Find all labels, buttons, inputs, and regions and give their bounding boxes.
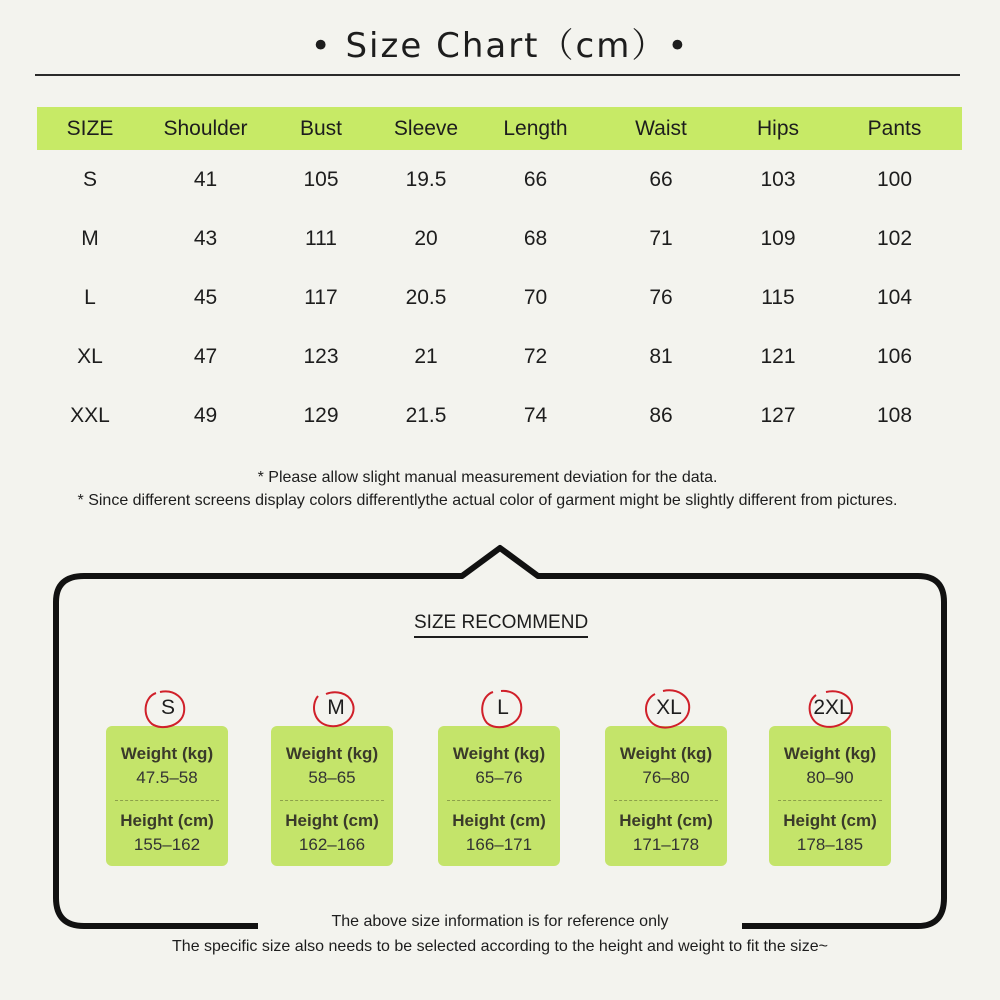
table-cell: 127 <box>760 403 796 427</box>
weight-label: Weight (kg) <box>120 744 214 763</box>
table-cell: 71 <box>649 226 673 250</box>
height-label: Height (cm) <box>285 811 379 830</box>
size-recommend-title: SIZE RECOMMEND <box>414 612 588 638</box>
height-value: 166–171 <box>465 835 533 854</box>
size-card-2xl <box>769 726 891 866</box>
color-note: * Since different screens display colors differentlythe actual color of garment might be slightly different from pictures. <box>77 492 898 509</box>
table-cell: 20 <box>414 226 438 250</box>
height-label: Height (cm) <box>120 811 214 830</box>
height-value: 171–178 <box>632 835 700 854</box>
table-cell: 102 <box>876 226 913 250</box>
table-cell: 66 <box>649 167 673 191</box>
weight-label: Weight (kg) <box>619 744 713 763</box>
card-divider <box>614 800 718 801</box>
table-cell: 70 <box>523 285 548 309</box>
weight-label: Weight (kg) <box>783 744 877 763</box>
weight-value: 76–80 <box>642 768 690 787</box>
height-label: Height (cm) <box>783 811 877 830</box>
size-card-m <box>271 726 393 866</box>
card-divider <box>778 800 882 801</box>
table-cell: L <box>84 285 96 309</box>
height-value: 155–162 <box>133 835 201 854</box>
table-header: Pants <box>827 107 962 150</box>
table-cell: 43 <box>193 226 218 250</box>
size-badge-s <box>128 684 208 734</box>
table-cell: 121 <box>760 344 796 368</box>
size-badge-label: 2XL <box>813 696 851 719</box>
height-label: Height (cm) <box>452 811 546 830</box>
table-cell: 47 <box>193 344 218 368</box>
weight-value: 65–76 <box>475 768 523 787</box>
weight-value: 47.5–58 <box>136 768 198 787</box>
size-card-l <box>438 726 560 866</box>
table-cell: 103 <box>760 167 796 191</box>
table-cell: 129 <box>303 403 339 427</box>
table-header: Waist <box>593 107 729 150</box>
table-cell: XXL <box>70 403 110 427</box>
size-badge-label: XL <box>656 696 682 719</box>
card-divider <box>447 800 551 801</box>
table-header: Hips <box>729 107 827 150</box>
table-cell: 123 <box>303 344 339 368</box>
table-cell: 105 <box>303 167 339 191</box>
weight-label: Weight (kg) <box>285 744 379 763</box>
card-divider <box>115 800 219 801</box>
table-cell: XL <box>77 344 103 368</box>
table-cell: 106 <box>876 344 913 368</box>
table-cell: 76 <box>649 285 673 309</box>
table-cell: 45 <box>193 285 218 309</box>
card-divider <box>280 800 384 801</box>
table-cell: M <box>81 226 99 250</box>
table-cell: 74 <box>523 403 548 427</box>
weight-value: 80–90 <box>806 768 854 787</box>
table-header: SIZE <box>37 107 143 150</box>
table-cell: 86 <box>649 403 673 427</box>
size-badge-m <box>296 684 376 734</box>
table-cell: 21 <box>414 344 438 368</box>
size-badge-label: L <box>497 696 509 719</box>
table-cell: 81 <box>649 344 673 368</box>
size-badge-label: M <box>327 696 345 719</box>
table-header: Sleeve <box>374 107 478 150</box>
table-cell: 72 <box>523 344 548 368</box>
table-cell: 111 <box>305 226 337 250</box>
reference-note: The above size information is for reference only <box>331 913 669 930</box>
table-header: Shoulder <box>143 107 268 150</box>
measurement-note: * Please allow slight manual measurement deviation for the data. <box>257 469 718 486</box>
table-cell: 108 <box>876 403 913 427</box>
weight-value: 58–65 <box>308 768 356 787</box>
size-badge-label: S <box>160 696 175 719</box>
height-value: 162–166 <box>298 835 366 854</box>
table-cell: S <box>82 167 97 191</box>
table-cell: 109 <box>760 226 796 250</box>
table-cell: 41 <box>193 167 218 191</box>
table-header: Bust <box>268 107 374 150</box>
fit-note: The specific size also needs to be selected according to the height and weight to fit the size~ <box>172 938 828 955</box>
size-card-xl <box>605 726 727 866</box>
table-cell: 21.5 <box>405 403 447 427</box>
size-badge-2xl <box>792 684 872 734</box>
height-label: Height (cm) <box>619 811 713 830</box>
table-cell: 68 <box>523 226 548 250</box>
table-cell: 115 <box>761 285 795 309</box>
table-cell: 19.5 <box>405 167 447 191</box>
table-cell: 117 <box>304 285 338 309</box>
table-cell: 20.5 <box>405 285 447 309</box>
table-cell: 49 <box>193 403 218 427</box>
table-header: Length <box>478 107 593 150</box>
page-title: • Size Chart（cm）• <box>310 26 690 66</box>
size-badge-xl <box>629 684 709 734</box>
weight-label: Weight (kg) <box>452 744 546 763</box>
size-card-s <box>106 726 228 866</box>
table-cell: 100 <box>876 167 913 191</box>
size-badge-l <box>463 684 543 734</box>
height-value: 178–185 <box>796 835 864 854</box>
table-cell: 66 <box>523 167 548 191</box>
table-cell: 104 <box>876 285 913 309</box>
